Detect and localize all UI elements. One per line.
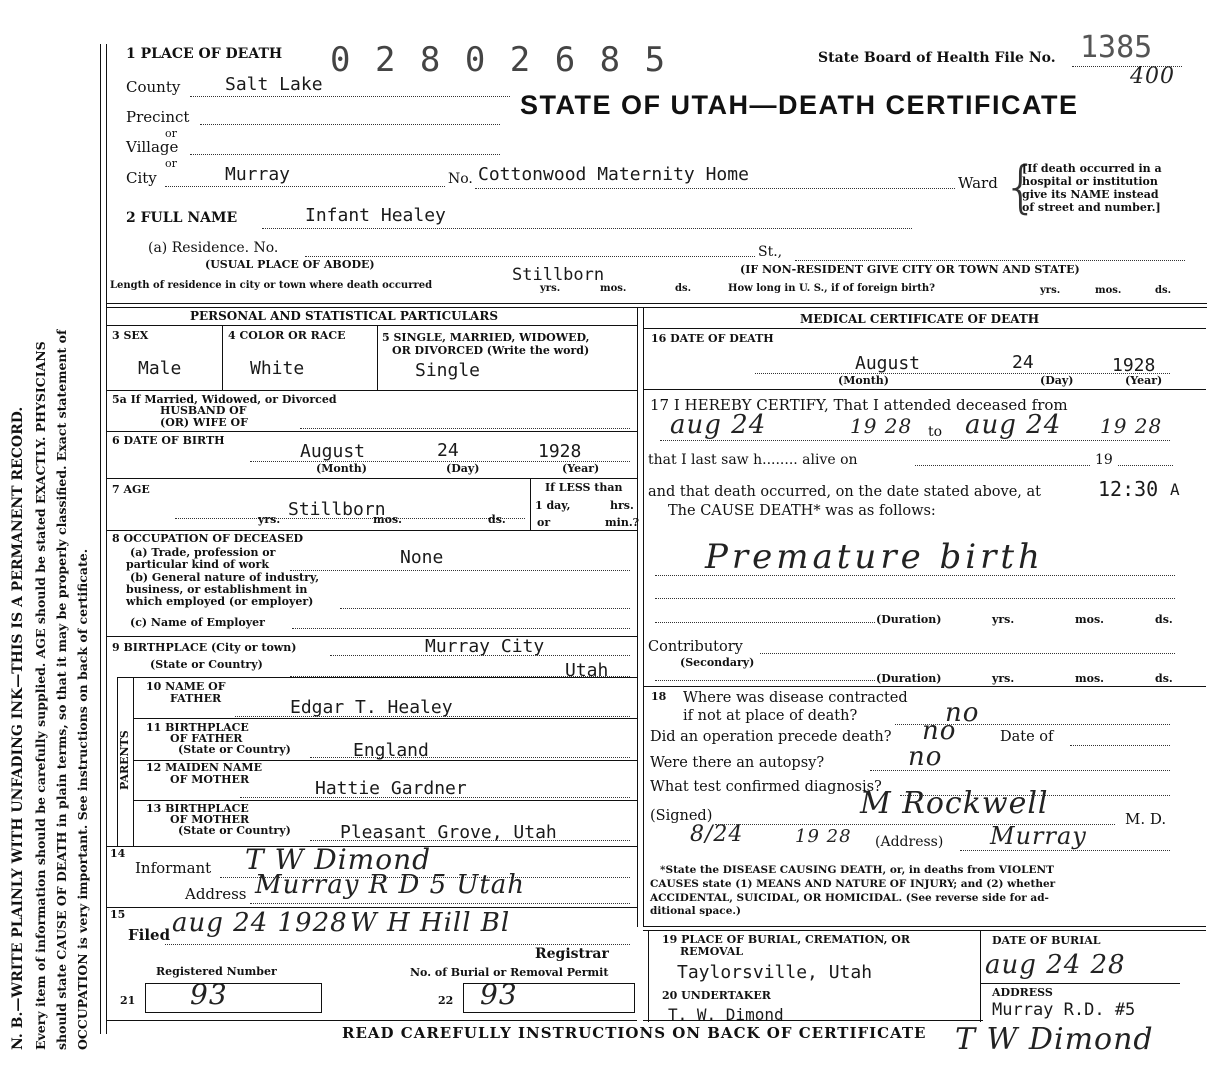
death-occurred-text: and that death occurred, on the date stated above, at <box>648 484 1041 500</box>
age-value: Stillborn <box>288 499 386 520</box>
registrar-label: Registrar <box>535 946 609 962</box>
less-label-2: 1 day, <box>535 499 571 512</box>
dob-month: August <box>300 441 366 462</box>
undertaker-address-label: ADDRESS <box>992 986 1053 999</box>
burial-place-label-1: 19 PLACE OF BURIAL, CREMATION, OR <box>662 933 911 946</box>
date-of-label: Date of <box>1000 729 1054 745</box>
no-label: No. <box>448 171 473 187</box>
occupation-b-3: which employed (or employer) <box>126 595 314 608</box>
burial-place-label-2: REMOVAL <box>680 945 744 958</box>
occupation-a-2: particular kind of work <box>126 558 269 571</box>
registered-number-label: Registered Number <box>156 965 277 978</box>
street-label: St., <box>758 244 783 260</box>
signed-year: 19 28 <box>795 826 852 847</box>
nonresident-label: (IF NON-RESIDENT GIVE CITY OR TOWN AND STATE) <box>740 263 1080 276</box>
less-label-3: or <box>537 516 551 529</box>
color-label: 4 COLOR OR RACE <box>228 329 346 342</box>
undertaker-address-value: Murray R.D. #5 <box>992 1000 1136 1020</box>
dod-day-label: (Day) <box>1040 374 1074 387</box>
dod-month: August <box>855 353 921 374</box>
footer-instructions: READ CAREFULLY INSTRUCTIONS ON BACK OF CERTIFICATE <box>342 1024 927 1042</box>
mother-value: Hattie Gardner <box>315 778 467 799</box>
sex-value: Male <box>138 358 182 379</box>
marital-value: Single <box>415 360 481 381</box>
duration-ds-1: ds. <box>1155 613 1173 626</box>
dob-day: 24 <box>437 440 459 461</box>
file-no-note: 400 <box>1130 64 1175 89</box>
duration-mos-2: mos. <box>1075 672 1104 685</box>
foreign-birth-label: How long in U. S., if of foreign birth? <box>728 283 936 294</box>
length-residence-label: Length of residence in city or town where death occurred <box>110 280 433 291</box>
length-yrs: yrs. <box>540 283 561 294</box>
signer-address-label: (Address) <box>875 834 944 850</box>
occupation-b-1: (b) General nature of industry, <box>130 571 320 584</box>
father-birthplace-label-2: OF FATHER <box>170 732 243 745</box>
certificate-title: STATE OF UTAH—DEATH CERTIFICATE <box>520 90 1079 120</box>
birthplace-state-label: (State or Country) <box>150 658 263 671</box>
cause-label: The CAUSE DEATH* was as follows: <box>668 503 936 519</box>
father-birthplace-value: England <box>353 740 429 761</box>
birthplace-state: Utah <box>565 660 609 681</box>
length-ds: ds. <box>675 283 692 294</box>
instruction-note-2: CAUSES state (1) MEANS AND NATURE OF INJURY; and (2) whether <box>650 878 1056 890</box>
occupation-value: None <box>400 547 444 568</box>
foreign-mos: mos. <box>1095 285 1122 296</box>
md-label: M. D. <box>1125 810 1167 828</box>
item-15: 15 <box>110 908 126 921</box>
attended-to-label: to <box>928 424 943 440</box>
registered-number-value: 93 <box>190 978 228 1011</box>
cause-of-death: Premature birth <box>705 537 1044 577</box>
mother-birthplace-label-1: 13 BIRTHPLACE <box>146 802 249 815</box>
undertaker-value: T. W. Dimond <box>668 1005 784 1024</box>
time-suffix: A <box>1170 480 1180 499</box>
spouse-label-3: (OR) WIFE OF <box>160 416 248 429</box>
time-of-death: 12:30 <box>1098 477 1159 501</box>
age-ds: ds. <box>488 513 506 526</box>
marital-label-2: OR DIVORCED (Write the word) <box>392 344 590 357</box>
duration-mos-1: mos. <box>1075 613 1104 626</box>
side-note-line-3: should state CAUSE OF DEATH in plain terms, so that it may be properly classified. Exact statement of <box>54 329 69 1050</box>
length-residence-value: Stillborn <box>512 265 605 285</box>
age-yrs: yrs. <box>258 513 281 526</box>
last-saw-year: 19 <box>1095 452 1113 468</box>
occupation-label: 8 OCCUPATION OF DECEASED <box>112 532 304 545</box>
contributory-label: Contributory <box>648 639 743 655</box>
full-name-label: 2 FULL NAME <box>126 210 238 226</box>
duration-label-1: (Duration) <box>876 613 942 626</box>
item-18: 18 <box>651 690 667 703</box>
father-birthplace-label-3: (State or Country) <box>178 743 291 756</box>
burial-place-value: Taylorsville, Utah <box>677 962 873 983</box>
dod-label: 16 DATE OF DEATH <box>651 332 774 345</box>
mother-birthplace-label-3: (State or Country) <box>178 824 291 837</box>
foreign-ds: ds. <box>1155 285 1172 296</box>
informant-signature: T W Dimond <box>245 843 432 876</box>
burial-date-label: DATE OF BURIAL <box>992 934 1101 947</box>
personal-header: PERSONAL AND STATISTICAL PARTICULARS <box>190 309 499 323</box>
mother-birthplace-value: Pleasant Grove, Utah <box>340 822 557 843</box>
operation-label: Did an operation precede death? <box>650 729 892 745</box>
autopsy-label: Were there an autopsy? <box>650 755 825 771</box>
file-no: 1385 <box>1080 30 1153 65</box>
side-note-line-2: Every item of information should be carefully supplied. AGE should be stated EXACTLY. PHYSICIANS <box>33 341 48 1050</box>
stamp-number: 0 2 8 0 2 6 8 5 <box>330 40 668 80</box>
institution-value: Cottonwood Maternity Home <box>478 164 749 185</box>
attended-from-date: aug 24 <box>670 410 767 440</box>
item-22: 22 <box>438 994 454 1007</box>
filed-label: Filed <box>128 926 171 944</box>
less-hrs: hrs. <box>610 499 634 512</box>
mother-birthplace-label-2: OF MOTHER <box>170 813 250 826</box>
dob-year-label: (Year) <box>562 462 600 475</box>
signed-date: 8/24 <box>690 822 744 847</box>
marital-label-1: 5 SINGLE, MARRIED, WIDOWED, <box>382 331 590 344</box>
ward-note-2: hospital or institution <box>1022 175 1158 188</box>
instruction-note-3: ACCIDENTAL, SUICIDAL, OR HOMICIDAL. (See reverse side for ad- <box>650 892 1049 904</box>
occupation-b-2: business, or establishment in <box>126 583 308 596</box>
dod-day: 24 <box>1012 352 1034 373</box>
item-14: 14 <box>110 847 126 860</box>
ward-note-1: [If death occurred in a <box>1022 162 1162 175</box>
undertaker-signature: T W Dimond <box>955 1022 1154 1057</box>
foreign-yrs: yrs. <box>1040 285 1061 296</box>
precinct-label: Precinct <box>126 108 190 126</box>
filed-date: aug 24 1928 <box>172 908 348 938</box>
age-label: 7 AGE <box>112 483 150 496</box>
dod-month-label: (Month) <box>838 374 889 387</box>
sex-label: 3 SEX <box>112 329 149 342</box>
informant-label: Informant <box>135 859 212 877</box>
dob-month-label: (Month) <box>316 462 367 475</box>
certify-text: 17 I HEREBY CERTIFY, That I attended deceased from <box>650 396 1068 414</box>
less-label-1: If LESS than <box>545 481 623 494</box>
autopsy-answer: no <box>908 742 943 772</box>
contracted-label-2: if not at place of death? <box>683 708 858 724</box>
father-value: Edgar T. Healey <box>290 697 453 718</box>
item-21: 21 <box>120 994 136 1007</box>
or-label-2: or <box>165 157 177 170</box>
father-label-2: FATHER <box>170 692 222 705</box>
dod-year: 1928 <box>1112 355 1156 376</box>
father-birthplace-label-1: 11 BIRTHPLACE <box>146 721 249 734</box>
mother-label-1: 12 MAIDEN NAME <box>146 761 262 774</box>
dod-year-label: (Year) <box>1125 374 1163 387</box>
residence-label: (a) Residence. No. <box>148 240 279 256</box>
operation-answer: no <box>922 716 957 746</box>
or-label-1: or <box>165 127 177 140</box>
county-value: Salt Lake <box>225 74 323 95</box>
city-value: Murray <box>225 164 291 185</box>
duration-yrs-1: yrs. <box>992 613 1015 626</box>
registrar-signature: W H Hill Bl <box>350 908 511 938</box>
less-min: min.? <box>605 516 640 529</box>
signed-label: (Signed) <box>650 808 713 824</box>
usual-abode-label: (USUAL PLACE OF ABODE) <box>205 258 375 271</box>
side-note-line-4: OCCUPATION is very important. See instructions on back of certificate. <box>75 548 90 1050</box>
occupation-c: (c) Name of Employer <box>130 616 265 629</box>
occupation-a-1: (a) Trade, profession or <box>130 546 276 559</box>
burial-date-value: aug 24 28 <box>985 950 1126 980</box>
birthplace-label: 9 BIRTHPLACE (City or town) <box>112 641 297 654</box>
side-note-line-1: N. B.—WRITE PLAINLY WITH UNFADING INK—THIS IS A PERMANENT RECORD. <box>10 406 26 1050</box>
contracted-label-1: Where was disease contracted <box>683 690 908 706</box>
spouse-label-2: HUSBAND OF <box>160 404 247 417</box>
medical-header: MEDICAL CERTIFICATE OF DEATH <box>800 312 1040 326</box>
informant-address: Murray R D 5 Utah <box>255 870 526 900</box>
ward-note-4: of street and number.] <box>1022 201 1161 214</box>
undertaker-label: 20 UNDERTAKER <box>662 989 771 1002</box>
mother-label-2: OF MOTHER <box>170 773 250 786</box>
secondary-label: (Secondary) <box>680 656 755 669</box>
contracted-answer: no <box>945 698 980 728</box>
ward-label: Ward <box>958 174 998 192</box>
village-label: Village <box>126 138 179 156</box>
spouse-label-1: 5a If Married, Widowed, or Divorced <box>112 393 337 406</box>
city-label: City <box>126 169 157 187</box>
informant-address-label: Address <box>185 885 247 903</box>
physician-signature: M Rockwell <box>860 786 1049 821</box>
burial-permit-label: No. of Burial or Removal Permit <box>410 966 609 979</box>
dob-day-label: (Day) <box>446 462 480 475</box>
last-saw-text: that I last saw h........ alive on <box>648 452 858 468</box>
signer-address: Murray <box>990 822 1087 850</box>
color-value: White <box>250 358 305 379</box>
full-name-value: Infant Healey <box>305 205 446 226</box>
dob-label: 6 DATE OF BIRTH <box>112 434 225 447</box>
file-no-label: State Board of Health File No. <box>818 50 1056 66</box>
duration-ds-2: ds. <box>1155 672 1173 685</box>
instruction-note-4: ditional space.) <box>650 905 742 917</box>
instruction-note-1: *State the DISEASE CAUSING DEATH, or, in deaths from VIOLENT <box>660 864 1054 876</box>
place-of-death-label: 1 PLACE OF DEATH <box>126 46 283 62</box>
age-mos: mos. <box>373 513 402 526</box>
ward-note-3: give its NAME instead <box>1022 188 1159 201</box>
duration-label-2: (Duration) <box>876 672 942 685</box>
father-label-1: 10 NAME OF <box>146 680 226 693</box>
birthplace-city: Murray City <box>425 636 545 657</box>
attended-to-year: 19 28 <box>1100 414 1163 438</box>
burial-permit-value: 93 <box>480 978 518 1011</box>
test-label: What test confirmed diagnosis? <box>650 779 882 795</box>
ward-bracket: { <box>1003 155 1039 220</box>
attended-from-year: 19 28 <box>850 414 913 438</box>
length-mos: mos. <box>600 283 627 294</box>
dob-year: 1928 <box>538 441 582 462</box>
county-label: County <box>126 78 181 96</box>
duration-yrs-2: yrs. <box>992 672 1015 685</box>
parents-label: PARENTS <box>118 730 131 790</box>
attended-to-date: aug 24 <box>965 410 1062 440</box>
